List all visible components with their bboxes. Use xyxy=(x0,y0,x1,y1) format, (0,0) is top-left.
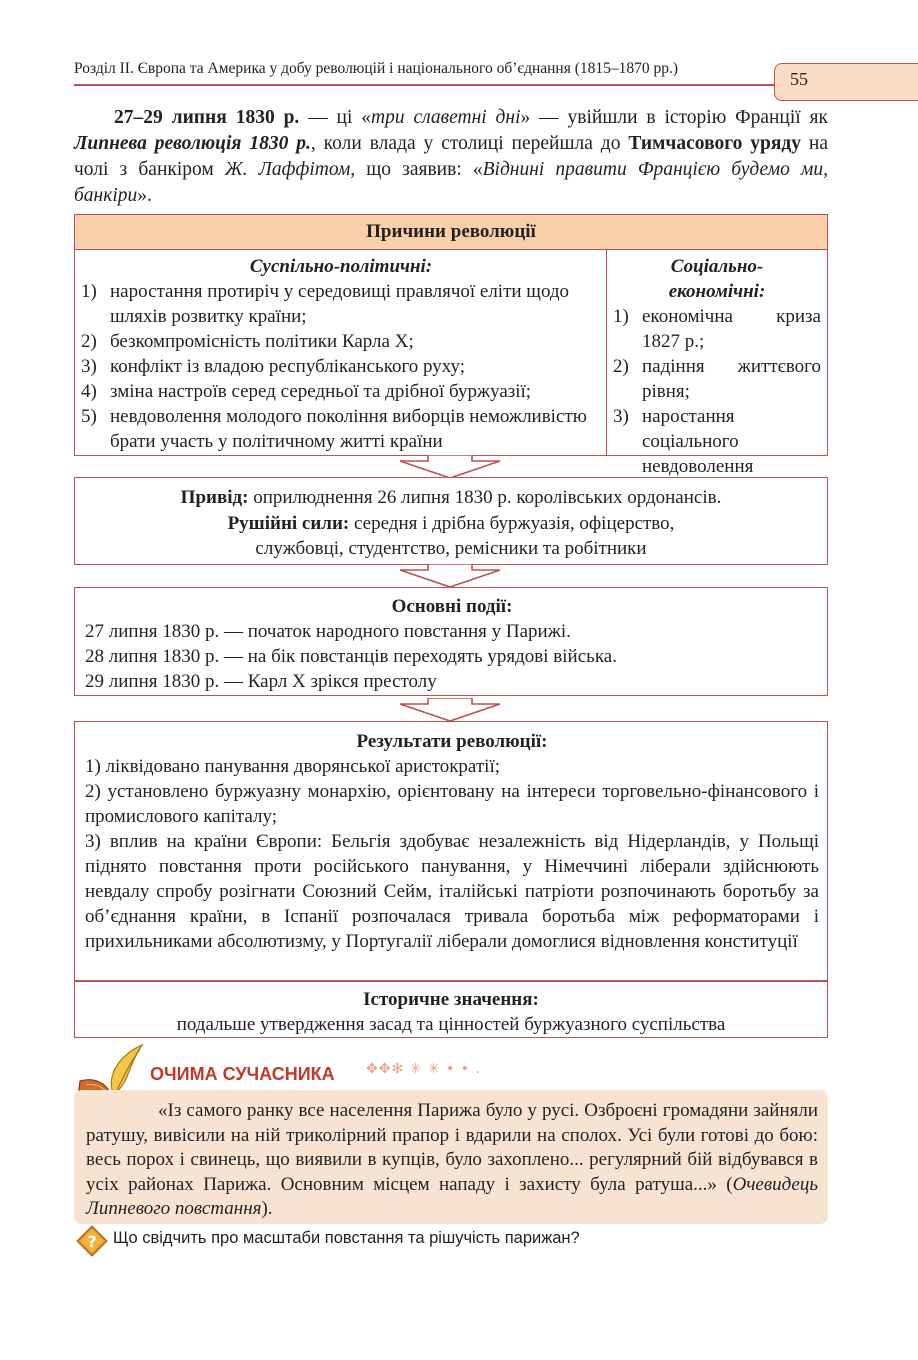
eyewitness-quote xyxy=(74,1090,828,1224)
meaning-text: подальше утвердження засад та цінностей буржуазного суспільства xyxy=(176,1014,726,1035)
result-item: 3) вплив на країни Європи: Бельгія здобуває незалежність від Нідерландів, у Польщі піднято повстання проти російського панування, у Німеччині ліберали здійснюють невдалу спробу розігнати Союзний Сейм, італійські патріоти розпочинають боротьбу за об’єднання країни, в Іспанії розпочалася тривала боротьба між реформаторами і прихильниками абсолютизму, у Португалії ліберали домоглися відновлення конституції xyxy=(85,831,819,952)
political-causes-box xyxy=(74,249,608,456)
forces-text: середня і дрібна буржуазія, офіцерство, xyxy=(349,512,675,534)
intro-text: — ці « xyxy=(299,107,372,128)
meaning-box xyxy=(74,981,828,1038)
political-causes-list xyxy=(81,279,601,454)
intro-government: Тимчасового уряду xyxy=(628,133,801,154)
quote-text: «Із самого ранку все населення Парижа було у русі. Озброєні громадяни зайняли ратушу, вивісили на ній триколірний прапор і вдарили на сполох. Усі були готові до бою: весь порох і свинець, що виявили в купців, було захоплено... регулярний бій відбувався в усіх районах Парижа. Основним місцем нападу і захисту була ратуша...» ( xyxy=(86,1100,818,1195)
question-diamond-icon xyxy=(76,1225,108,1257)
item-number: 5) xyxy=(81,406,97,427)
eyewitness-title: ОЧИМА СУЧАСНИКА xyxy=(150,1064,335,1084)
trigger-label: Привід: xyxy=(180,487,249,508)
economic-title-line: Соціально- xyxy=(670,256,764,277)
intro-text: » — увійшли в історію Франції як xyxy=(520,107,828,128)
item-number: 2) xyxy=(81,331,97,352)
economic-causes-box xyxy=(606,249,828,477)
header-rule xyxy=(74,84,776,86)
result-item: 2) установлено буржуазну монархію, орієнтовану на інтереси торговельно-фінансового і промислового капіталу; xyxy=(85,781,819,827)
intro-banker: Ж. Лаффітом xyxy=(224,159,351,180)
event-item: 28 липня 1830 р. — на бік повстанців переходять урядові війська. xyxy=(85,646,617,667)
forces-text-2: службовці, студентство, ремісники та робітники xyxy=(255,538,647,559)
item-number: 4) xyxy=(81,381,97,402)
item-number: 3) xyxy=(613,406,629,427)
event-item: 27 липня 1830 р. — початок народного повстання у Парижі. xyxy=(85,621,571,642)
list-item xyxy=(81,329,601,354)
results-box xyxy=(74,721,828,981)
down-arrow-icon xyxy=(398,455,502,479)
result-item: 1) ліквідовано панування дворянської аристократії; xyxy=(85,756,501,777)
item-number: 2) xyxy=(613,356,629,377)
list-item xyxy=(613,354,821,404)
list-item xyxy=(81,404,601,454)
down-arrow-icon xyxy=(398,564,502,588)
list-item xyxy=(613,304,821,354)
item-text: безкомпромісність політики Карла X; xyxy=(110,331,414,352)
events-box xyxy=(74,587,828,696)
events-title: Основні події: xyxy=(391,596,513,617)
economic-title-line: економічні: xyxy=(668,281,766,302)
item-number: 1) xyxy=(613,306,629,327)
page-number: 55 xyxy=(790,69,808,89)
list-item xyxy=(81,279,601,329)
political-causes-title: Суспільно-політичні: xyxy=(249,256,433,277)
economic-causes-title xyxy=(613,254,821,304)
trigger-text: оприлюднення 26 липня 1830 р. королівських ордонансів. xyxy=(248,487,722,508)
list-item xyxy=(81,379,601,404)
running-header: Розділ ІІ. Європа та Америка у добу революцій і національного об’єднання (1815–1870 рр.) xyxy=(74,60,679,77)
review-question: Що свідчить про масштаби повстання та рішучість парижан? xyxy=(113,1229,580,1247)
list-item xyxy=(81,354,601,379)
intro-dates: 27–29 липня 1830 р. xyxy=(114,107,300,128)
list-item xyxy=(613,404,821,479)
causes-heading: Причини революції xyxy=(74,214,828,250)
item-number: 1) xyxy=(81,281,97,302)
meaning-title: Історичне значення: xyxy=(363,989,539,1010)
down-arrow-icon xyxy=(398,698,502,722)
intro-phrase: три славетні дні xyxy=(371,107,521,128)
trigger-box xyxy=(74,477,828,565)
intro-text: , що заявив: « xyxy=(350,159,483,180)
intro-text: ». xyxy=(137,185,152,206)
intro-text: на чолі з банкіром xyxy=(74,133,828,180)
svg-text:?: ? xyxy=(87,1232,97,1251)
item-text: зміна настроїв серед середньої та дрібної буржуазії; xyxy=(110,381,532,402)
ornament-dots-icon: ✥✥✻ ✳ ✳ • • . xyxy=(366,1061,481,1077)
item-text: конфлікт із владою республіканського руху; xyxy=(110,356,466,377)
quote-end: ). xyxy=(261,1198,273,1219)
item-text: наростання протиріч у середовищі правлячої еліти щодо шляхів розвитку країни; xyxy=(110,281,570,327)
results-title: Результати революції: xyxy=(356,731,548,752)
forces-label: Рушійні сили: xyxy=(227,512,350,534)
item-text: наростання соціального невдоволення xyxy=(642,406,754,477)
intro-quote: Віднині правити Францією будемо ми, банкіри xyxy=(74,159,828,206)
intro-revolution: Липнева революція 1830 р. xyxy=(74,133,311,154)
item-text: економічна криза 1827 р.; xyxy=(642,306,821,352)
item-text: невдоволення молодого покоління виборців неможливістю брати участь у політичному житті країни xyxy=(110,406,587,452)
intro-text: , коли влада у столиці перейшла до xyxy=(310,133,629,154)
intro-paragraph xyxy=(74,105,828,209)
item-text: падіння життєвого рівня; xyxy=(642,356,821,402)
economic-causes-list xyxy=(613,304,821,479)
quote-source: Очевидець Липневого повстання xyxy=(86,1173,818,1219)
event-item: 29 липня 1830 р. — Карл X зрікся престолу xyxy=(85,671,437,692)
item-number: 3) xyxy=(81,356,97,377)
